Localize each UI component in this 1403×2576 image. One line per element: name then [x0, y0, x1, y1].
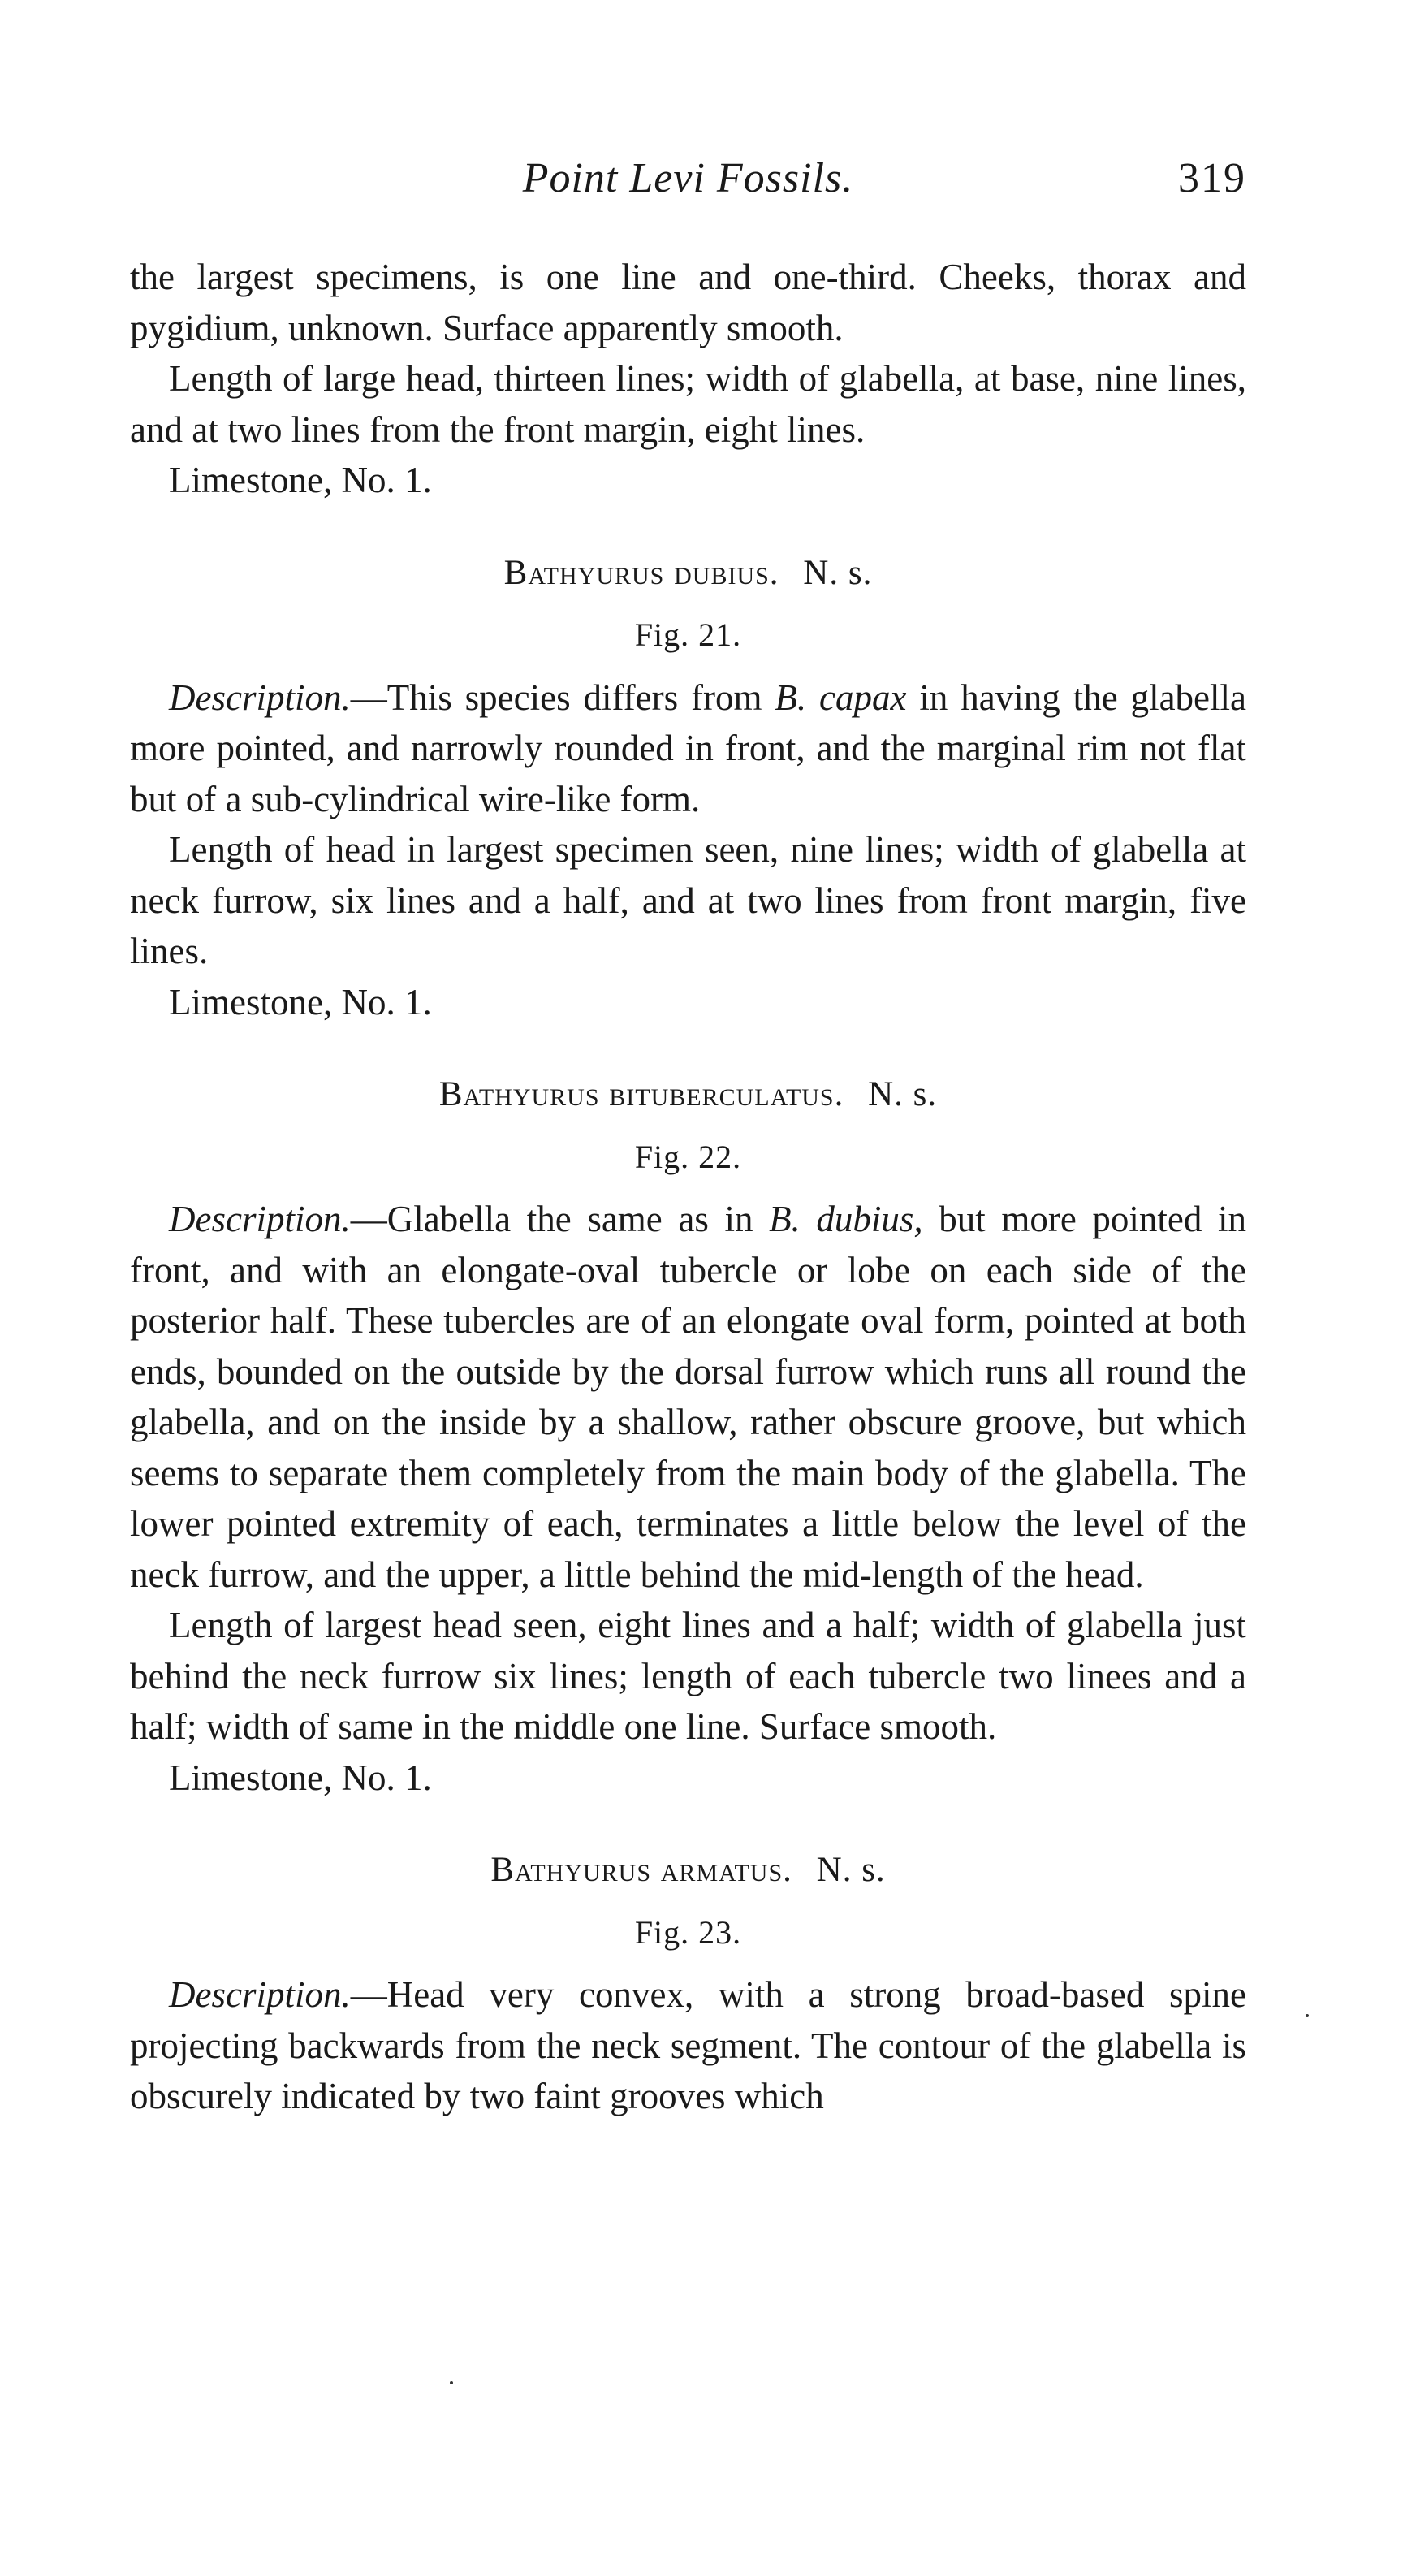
figure-reference: Fig. 22.: [634, 1138, 742, 1175]
description-text: —Head very convex, with a strong broad-based spine projecting backwards from the neck segment. The contour of the glabella is obscurely indicated by two faint grooves which: [130, 1974, 1246, 2116]
description-label: Description.: [169, 1199, 351, 1239]
new-species-mark: N. s.: [803, 553, 873, 592]
species-reference: B. capax: [775, 676, 907, 718]
species-name: bituberculatus.: [609, 1075, 844, 1113]
description-paragraph: [130, 672, 1246, 825]
new-species-mark: N. s.: [868, 1075, 938, 1113]
genus-name: Bathyurus: [438, 1075, 600, 1113]
paragraph-continued: the largest specimens, is one line and one-third. Cheeks, thorax and pygidium, unknown. Surface apparently smooth.: [130, 257, 1246, 348]
print-speck: [1306, 2014, 1309, 2017]
species-heading: [130, 548, 1246, 599]
paragraph-measurements: Length of head in largest specimen seen, nine lines; width of glabella at neck furrow, six lines and a half, and at two lines from front margin, five lines.: [130, 829, 1246, 971]
page-header: [130, 154, 1246, 211]
description-label: Description.: [169, 676, 351, 718]
new-species-mark: N. s.: [816, 1851, 886, 1889]
figure-reference: Fig. 21.: [634, 616, 742, 653]
genus-name: Bathyurus: [490, 1851, 652, 1889]
genus-name: Bathyurus: [503, 553, 665, 592]
print-speck: [450, 2381, 453, 2384]
species-heading: [130, 1070, 1246, 1121]
description-text: in having the glabella more pointed, and narrowly rounded in front, and the marginal rim not flat but of a sub-cylindrical wire-like form.: [130, 676, 1246, 819]
description-text: —This species differs from: [350, 676, 775, 718]
species-name: dubius.: [674, 553, 779, 592]
description-text: but more pointed in front, and with an elongate-oval tubercle or lobe on each side of the posterior half. These tubercles are of an elongate oval form, pointed at both ends, bounded on the outside by the dorsal furrow which runs all round the glabella, and on the inside by a shallow, rather obscure groove, but which seems to separate them completely from the main body of the glabella. The lower pointed extremity of each, terminates a little below the level of the neck furrow, and the upper, a little behind the mid-length of the head.: [130, 1199, 1246, 1595]
paragraph-measurements: Length of large head, thirteen lines; width of glabella, at base, nine lines, and at two lines from the front margin, eight lines.: [130, 358, 1246, 450]
locality-note: Limestone, No. 1.: [169, 1757, 432, 1798]
description-label: Description.: [169, 1974, 351, 2015]
description-text: —Glabella the same as in: [350, 1199, 770, 1239]
paragraph-measurements: Length of largest head seen, eight lines and a half; width of glabella just behind the neck furrow six lines; length of each tubercle two linees and a half; width of same in the middle one line. Surface smooth.: [130, 1605, 1246, 1747]
page-number: 319: [1178, 155, 1246, 201]
species-heading: [130, 1845, 1246, 1896]
figure-reference: Fig. 23.: [634, 1913, 742, 1951]
running-title: Point Levi Fossils.: [522, 155, 854, 201]
locality-note: Limestone, No. 1.: [169, 981, 432, 1022]
locality-note: Limestone, No. 1.: [169, 460, 432, 500]
species-reference: B. dubius,: [769, 1199, 923, 1239]
description-paragraph: [130, 1969, 1246, 2122]
description-paragraph: [130, 1194, 1246, 1600]
page-body: [130, 252, 1246, 2122]
species-name: armatus.: [660, 1851, 792, 1889]
